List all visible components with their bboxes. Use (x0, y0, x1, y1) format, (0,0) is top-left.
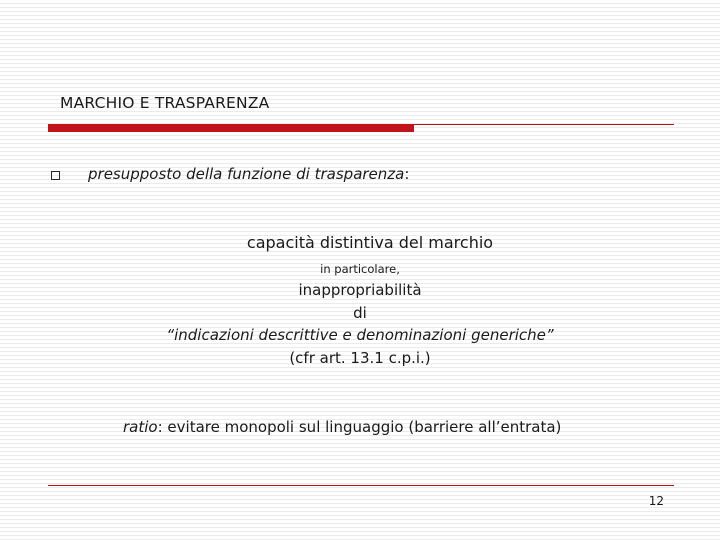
cfr-reference-line: (cfr art. 13.1 c.p.i.) (289, 349, 431, 367)
capacita-line: capacità distintiva del marchio (246, 233, 494, 252)
bullet-text: presupposto della funzione di trasparenza (88, 165, 405, 183)
footer-divider (48, 485, 674, 486)
square-bullet-icon (51, 171, 60, 180)
di-line: di (353, 304, 367, 322)
ratio-label: ratio (123, 418, 158, 436)
bullet-item (88, 165, 409, 183)
inappropriabilita-line: inappropriabilità (298, 281, 422, 299)
page-number: 12 (648, 494, 664, 508)
indicazioni-line: “indicazioni descrittive e denominazioni generiche” (166, 326, 554, 344)
ratio-line (123, 418, 561, 436)
particolare-line: in particolare, (320, 262, 400, 276)
bullet-colon: : (404, 165, 410, 183)
slide-title: MARCHIO E TRASPARENZA (60, 94, 270, 112)
title-underline-thick (48, 124, 414, 132)
title-underline-thin (414, 124, 674, 125)
ratio-text: : evitare monopoli sul linguaggio (barriere all’entrata) (157, 418, 562, 436)
